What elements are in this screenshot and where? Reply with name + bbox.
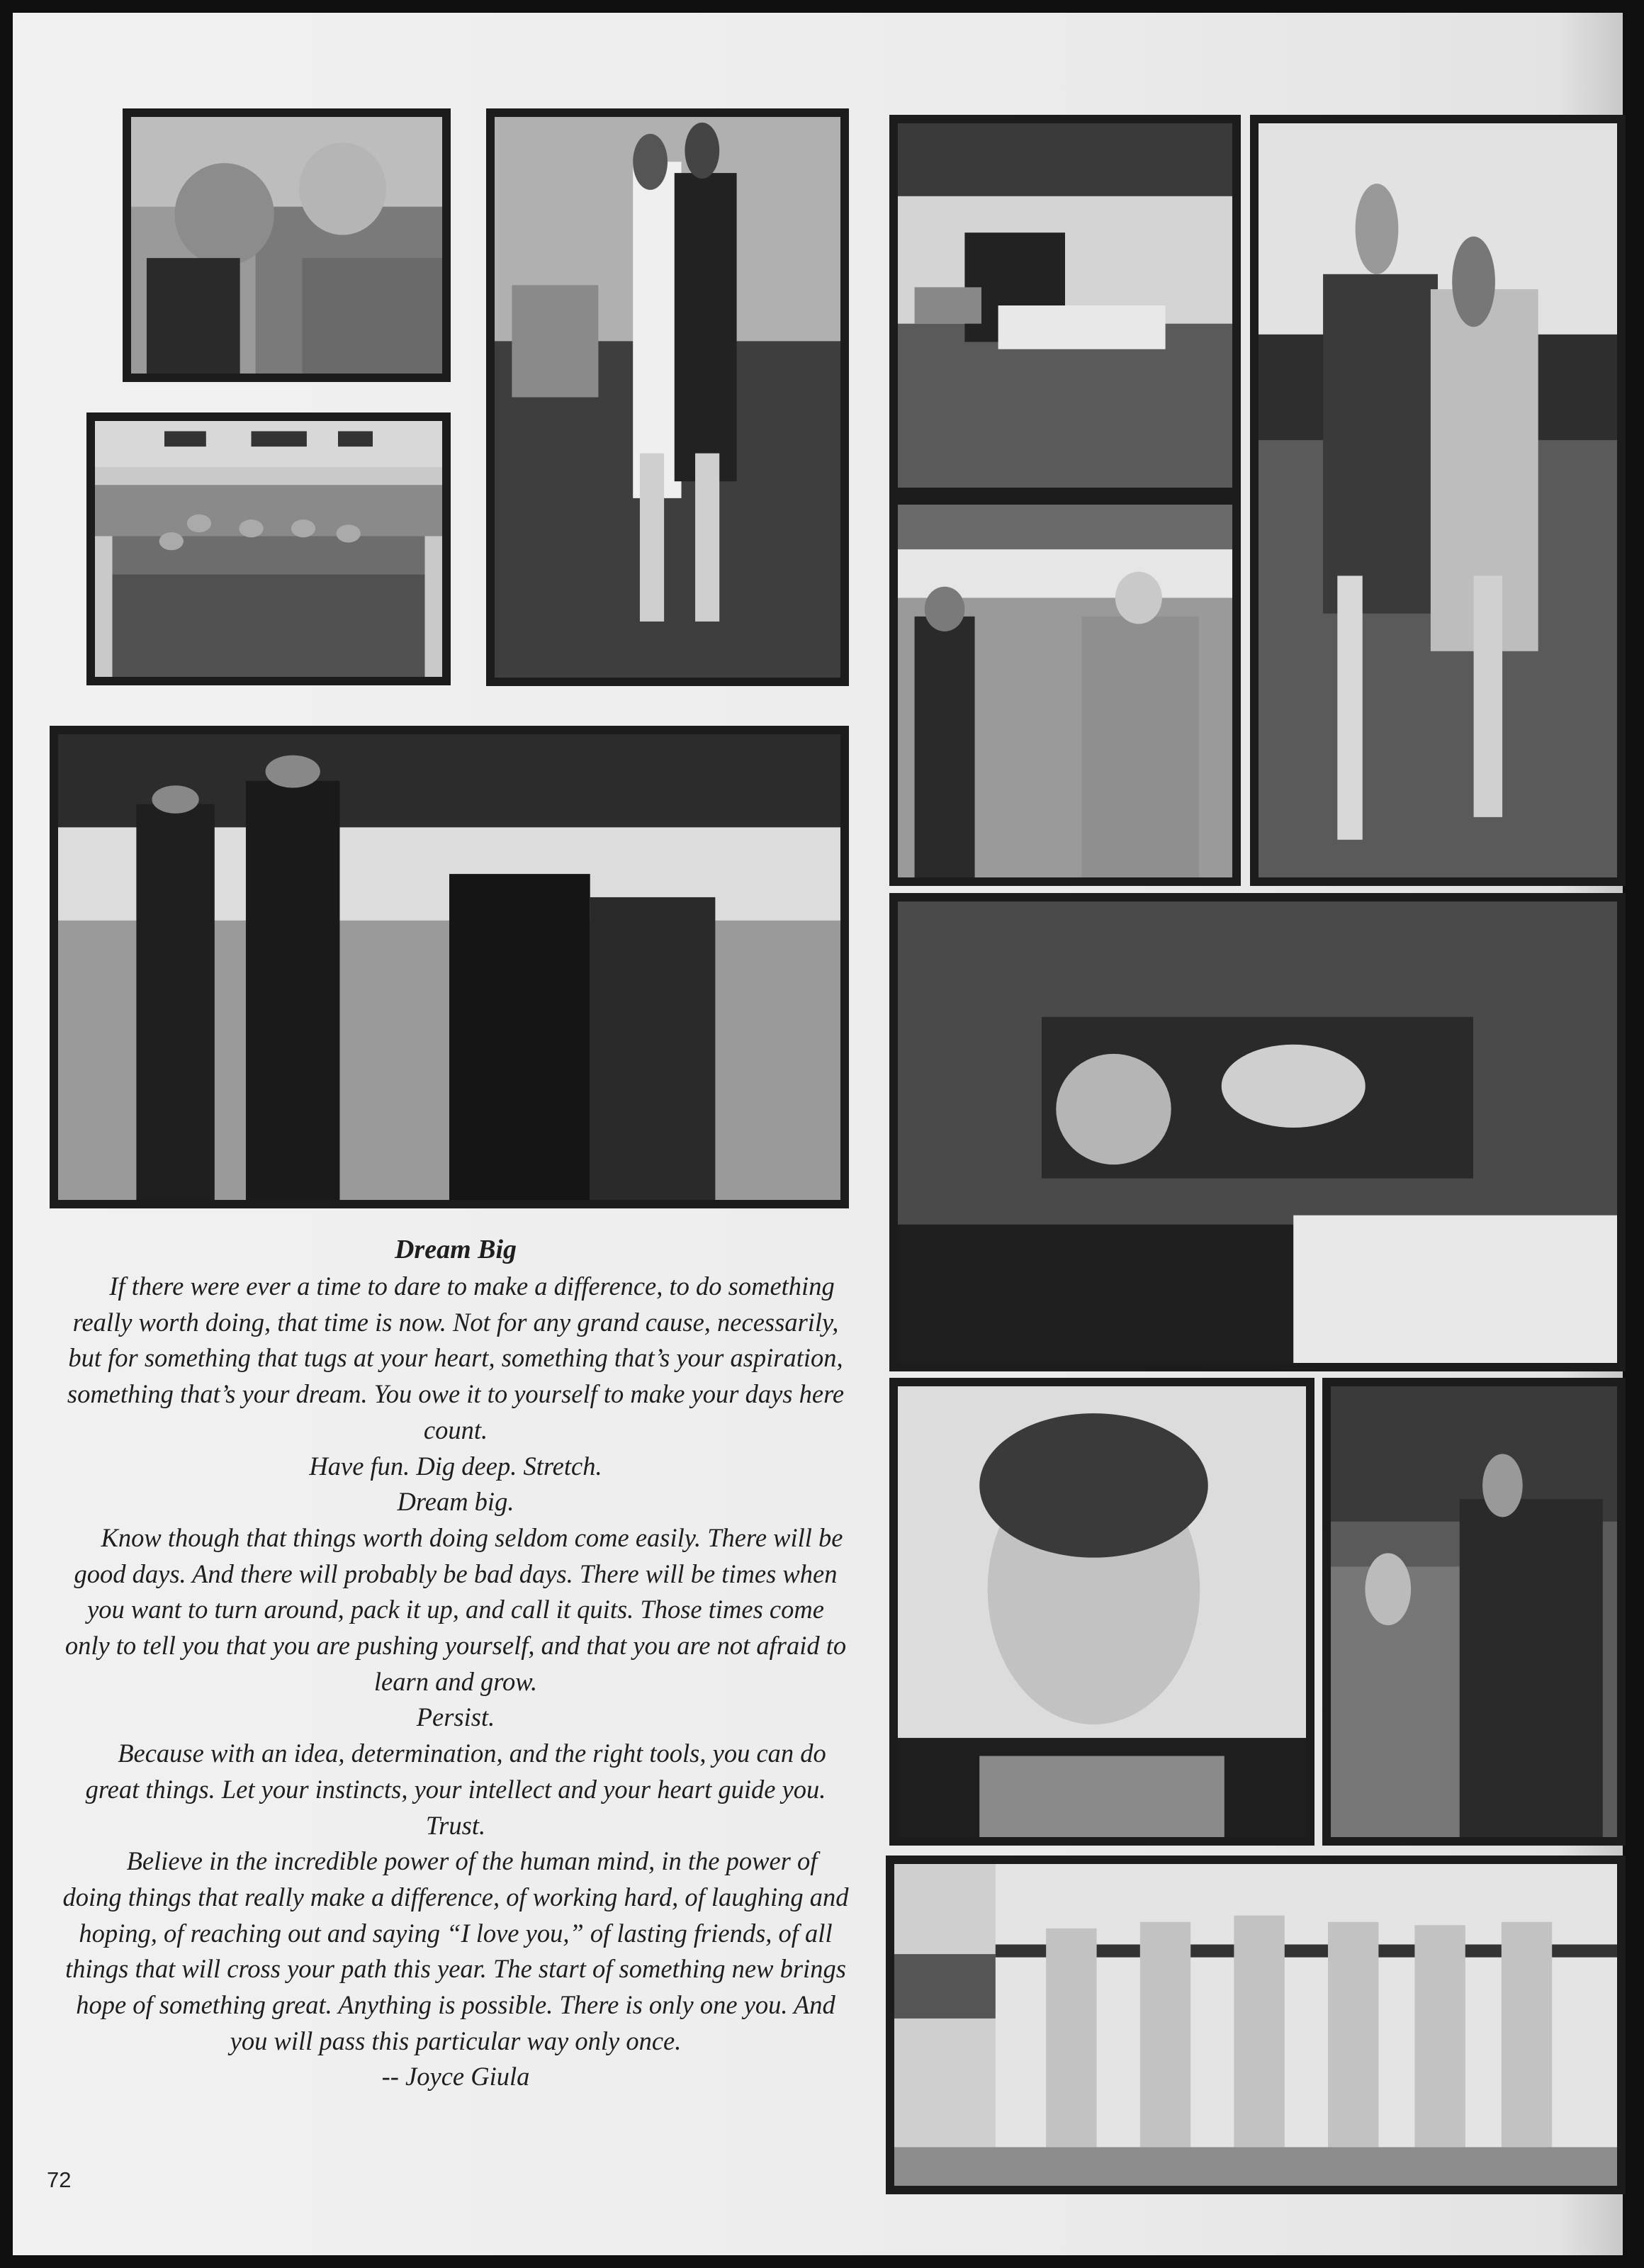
article-paragraph-6: Because with an idea, determination, and the right tools, you can do great things. Let your instincts, your intellect and your heart guide you. xyxy=(85,1739,826,1804)
article-paragraph-8: Believe in the incredible power of the human mind, in the power of doing things that really make a difference, of working hard, of laughing and hoping, of reaching out and saying “I love you,” of lasting friends, of all things that will cross your path this year. The start of something new brings hope of something great. Anything is possible. There is only one you. And you will pass this particular way only once. xyxy=(62,1846,849,2055)
photo-wrestler-official xyxy=(889,496,1241,886)
photo-pin-mat xyxy=(889,893,1626,1371)
page-number: 72 xyxy=(47,2167,72,2192)
article-attribution: -- Joyce Giula xyxy=(381,2062,530,2092)
photo-takedown xyxy=(889,115,1241,496)
photo-portrait xyxy=(889,1378,1314,1846)
photo-wrestlers-standing xyxy=(486,108,849,686)
article-paragraph-3: Dream big. xyxy=(397,1487,514,1517)
photo-crowd-coach xyxy=(1322,1378,1626,1846)
photo-team-huddle xyxy=(50,726,849,1208)
article xyxy=(62,1230,849,2095)
article-title: Dream Big xyxy=(394,1235,517,1264)
article-paragraph-1: If there were ever a time to dare to make a difference, to do something really worth doing, that time is now. Not for any grand cause, necessarily, but for something that tugs at your heart, something that’s your aspiration, something that’s your dream. You owe it to yourself to make your days here count. xyxy=(67,1271,845,1444)
article-paragraph-2: Have fun. Dig deep. Stretch. xyxy=(309,1451,602,1481)
photo-coach-headgear xyxy=(123,108,451,382)
article-paragraph-5: Persist. xyxy=(416,1702,495,1732)
article-paragraph-7: Trust. xyxy=(425,1810,486,1840)
photo-hot-tub xyxy=(86,412,451,685)
photo-team-lineup xyxy=(886,1856,1626,2194)
article-paragraph-4: Know though that things worth doing seldom come easily. There will be good days. And there will probably be bad days. There will be times when you want to turn around, pack it up, and call it quits. Those times come only to tell you that you are pushing yourself, and that you are not afraid to learn and grow. xyxy=(64,1522,847,1696)
photo-wrestler-lift xyxy=(1250,115,1626,886)
